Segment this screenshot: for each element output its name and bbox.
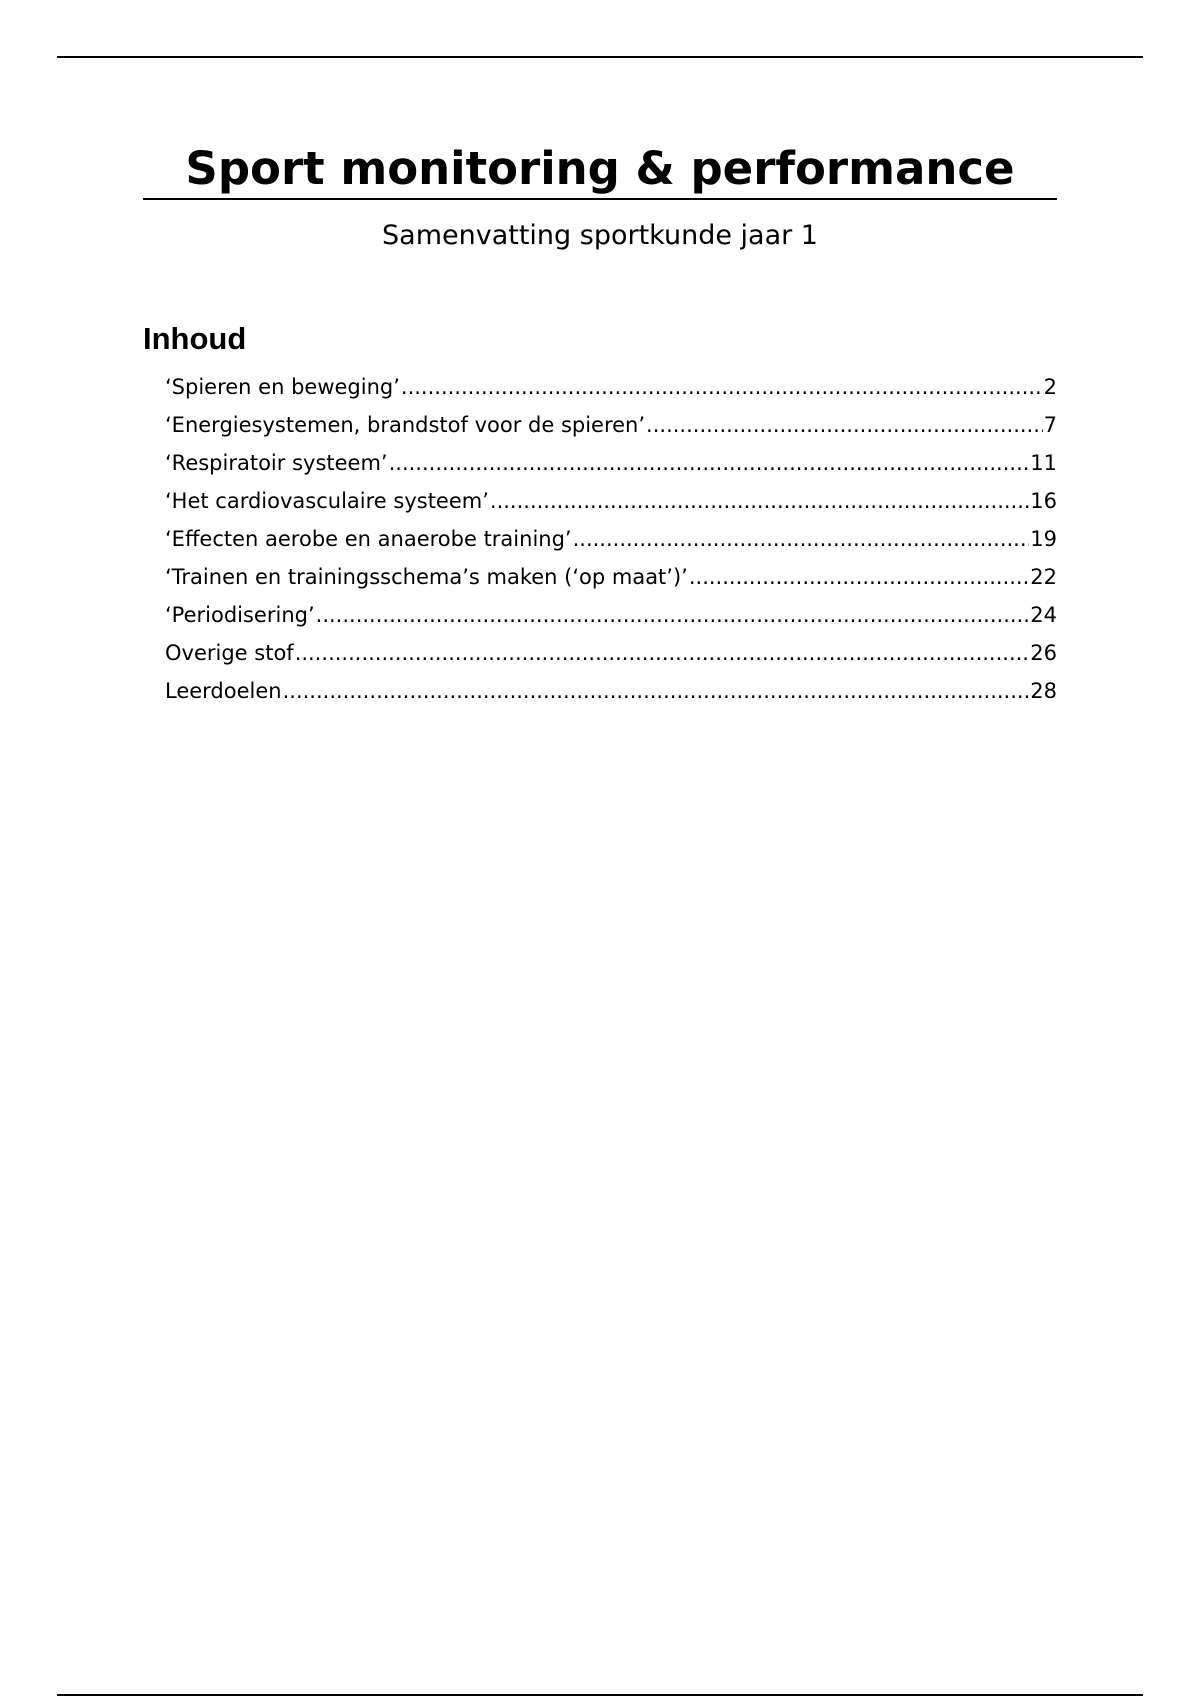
toc-entry-page: 2 — [1043, 375, 1057, 399]
title-underline — [143, 198, 1057, 200]
toc-entry-page: 19 — [1030, 527, 1057, 551]
toc-entry-title: Leerdoelen — [165, 679, 282, 703]
toc-entry[interactable] — [165, 596, 1057, 634]
toc-entry-page: 7 — [1043, 413, 1057, 437]
toc-entry-title: Overige stof — [165, 641, 294, 665]
toc-dot-leader — [490, 482, 1029, 520]
toc-entry[interactable] — [165, 406, 1057, 444]
toc-entry[interactable] — [165, 672, 1057, 710]
toc-entry-title: ‘Periodisering’ — [165, 603, 315, 627]
toc-entry-page: 16 — [1030, 489, 1057, 513]
toc-entry-page: 28 — [1030, 679, 1057, 703]
toc-entry[interactable] — [165, 368, 1057, 406]
toc-entry[interactable] — [165, 520, 1057, 558]
toc-entry[interactable] — [165, 558, 1057, 596]
toc-entry-page: 22 — [1030, 565, 1057, 589]
toc-entry-page: 24 — [1030, 603, 1057, 627]
document-subtitle: Samenvatting sportkunde jaar 1 — [382, 220, 818, 251]
title-block — [143, 140, 1057, 254]
toc-entry-page: 26 — [1030, 641, 1057, 665]
toc-entry[interactable] — [165, 444, 1057, 482]
toc-dot-leader — [295, 634, 1030, 672]
footer-rule — [57, 1694, 1143, 1696]
document-title: Sport monitoring & performance — [185, 142, 1015, 195]
toc-dot-leader — [316, 596, 1030, 634]
toc-entry-title: ‘Trainen en trainingsschema’s maken (‘op maat’)’ — [165, 565, 688, 589]
toc-dot-leader — [573, 520, 1030, 558]
toc-entry-title: ‘Spieren en beweging’ — [165, 375, 400, 399]
toc-entry-title: ‘Energiesystemen, brandstof voor de spieren’ — [165, 413, 646, 437]
toc-entry-title: ‘Het cardiovasculaire systeem’ — [165, 489, 489, 513]
toc-dot-leader — [646, 406, 1043, 444]
toc-entry[interactable] — [165, 482, 1057, 520]
toc-entry[interactable] — [165, 634, 1057, 672]
table-of-contents — [165, 368, 1057, 710]
toc-dot-leader — [283, 672, 1030, 710]
toc-entry-title: ‘Respiratoir systeem’ — [165, 451, 388, 475]
toc-heading: Inhoud — [143, 321, 247, 356]
toc-dot-leader — [689, 558, 1029, 596]
toc-dot-leader — [401, 368, 1043, 406]
header-rule — [57, 56, 1143, 58]
toc-dot-leader — [389, 444, 1030, 482]
toc-entry-title: ‘Effecten aerobe en anaerobe training’ — [165, 527, 572, 551]
toc-entry-page: 11 — [1030, 451, 1057, 475]
